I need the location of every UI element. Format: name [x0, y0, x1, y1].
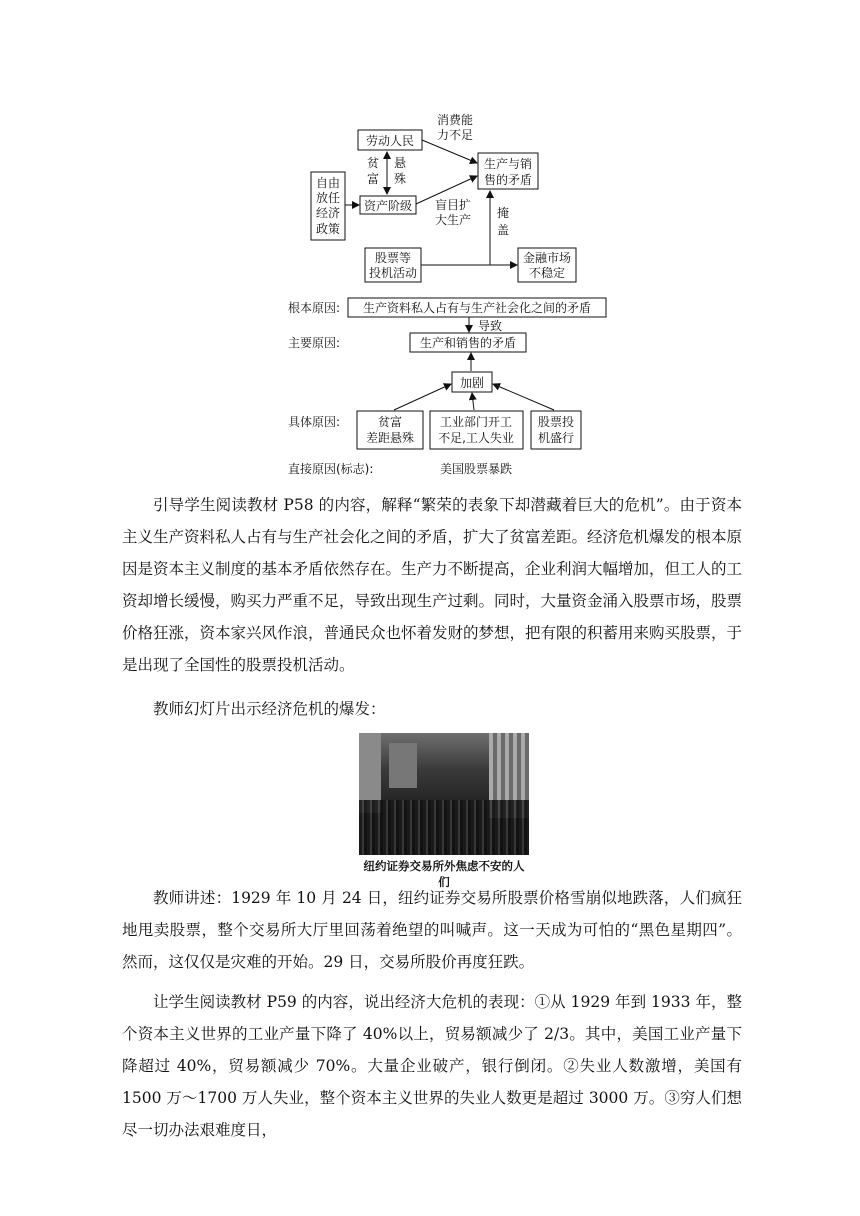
root-cause-text: 生产资料私人占有与生产社会化之间的矛盾: [362, 301, 592, 315]
finance-text-1: 金融市场: [522, 251, 572, 265]
labor-to-contradiction-arrow: [422, 140, 477, 163]
laissez-text-4: 政策: [315, 222, 341, 236]
blind-expand-1: 盲目扩: [434, 198, 472, 212]
cover-text-2: 盖: [496, 223, 510, 237]
laissez-text-1: 自由: [315, 176, 341, 190]
c2-arrow: [472, 393, 474, 410]
specific-cause-label: 具体原因:: [288, 415, 341, 429]
c3-text-2: 机盛行: [537, 431, 575, 445]
root-cause-label: 根本原因:: [288, 301, 341, 315]
photo-caption: 纽约证券交易所外焦虑不安的人们: [363, 859, 525, 889]
direct-cause-label: 直接原因(标志):: [288, 462, 374, 476]
paragraph-2: 教师幻灯片出示经济危机的爆发：: [153, 700, 386, 718]
prod-sales-text-1: 生产与销: [483, 157, 533, 171]
lead-text: 导致: [478, 319, 503, 333]
capitalist-text: 资产阶级: [363, 199, 413, 213]
wealth-gap-2: 富: [366, 172, 380, 186]
stock-exchange-photo: [359, 733, 529, 855]
paragraph-3: 教师讲述：1929 年 10 月 24 日，纽约证券交易所股票价格雪崩似地跌落，人们疯狂地甩卖股票，整个交易所大厅里回荡着绝望的叫喊声。这一天成为可怕的“黑色星期四”。然而，这仅仅是灾难的开始。29 日，交易所股价再度狂跌。: [122, 889, 742, 971]
intensify-text: 加剧: [459, 376, 485, 390]
cover-text-1: 掩: [496, 206, 510, 220]
c1-text-2: 差距悬殊: [365, 431, 415, 445]
wealth-gap-4: 殊: [393, 172, 407, 186]
paragraph-1: 引导学生阅读教材 P58 的内容，解释“繁荣的表象下却潜藏着巨大的危机”。由于资本主义生产资料私人占有与生产社会化之间的矛盾，扩大了贫富差距。经济危机爆发的根本原因是资本主义制度的基本矛盾依然存在。生产力不断提高，企业利润大幅增加，但工人的工资却增长缓慢，购买力严重不足，导致出现生产过剩。同时，大量资金涌入股票市场，股票价格狂涨，资本家兴风作浪，普通民众也怀着发财的梦想，把有限的积蓄用来购买股票，于是出现了全国性的股票投机活动。: [122, 496, 743, 674]
stock-text-1: 股票等: [374, 251, 412, 265]
c2-text-1: 工业部门开工: [439, 415, 513, 429]
consume-text-1: 消费能: [436, 113, 474, 127]
main-cause-text: 生产和销售的矛盾: [419, 336, 517, 350]
wealth-gap-1: 贫: [366, 156, 380, 170]
stock-text-2: 投机活动: [368, 266, 418, 280]
economic-crisis-diagram: [0, 0, 860, 490]
c1-text-1: 贫富: [377, 415, 403, 429]
prod-sales-text-2: 售的矛盾: [483, 173, 533, 187]
main-cause-label: 主要原因:: [288, 336, 341, 350]
paragraph-4: 让学生阅读教材 P59 的内容，说出经济大危机的表现：①从 1929 年到 1933 年，整个资本主义世界的工业产量下降了 40%以上，贸易额减少了 2/3。其中，美国工业产量下降超过 40%，贸易额减少 70%。大量企业破产，银行倒闭。②失业人数激增，美国有 1500 万～1700 万人失业，整个资本主义世界的失业人数更是超过 3000 万。③穷人们想尽一切办法艰难度日，: [122, 993, 742, 1139]
direct-cause-value: 美国股票暴跌: [439, 462, 513, 476]
wealth-gap-3: 悬: [393, 156, 407, 170]
c3-text-1: 股票投: [537, 415, 575, 429]
c2-text-2: 不足,工人失业: [438, 431, 514, 445]
consume-text-2: 力不足: [436, 128, 474, 142]
laissez-text-3: 经济: [315, 206, 341, 220]
labor-text: 劳动人民: [365, 134, 415, 148]
c3-arrow: [493, 384, 554, 410]
c1-arrow: [394, 384, 451, 410]
laissez-text-2: 放任: [315, 191, 341, 205]
finance-text-2: 不稳定: [528, 266, 566, 280]
blind-expand-2: 大生产: [434, 213, 472, 227]
